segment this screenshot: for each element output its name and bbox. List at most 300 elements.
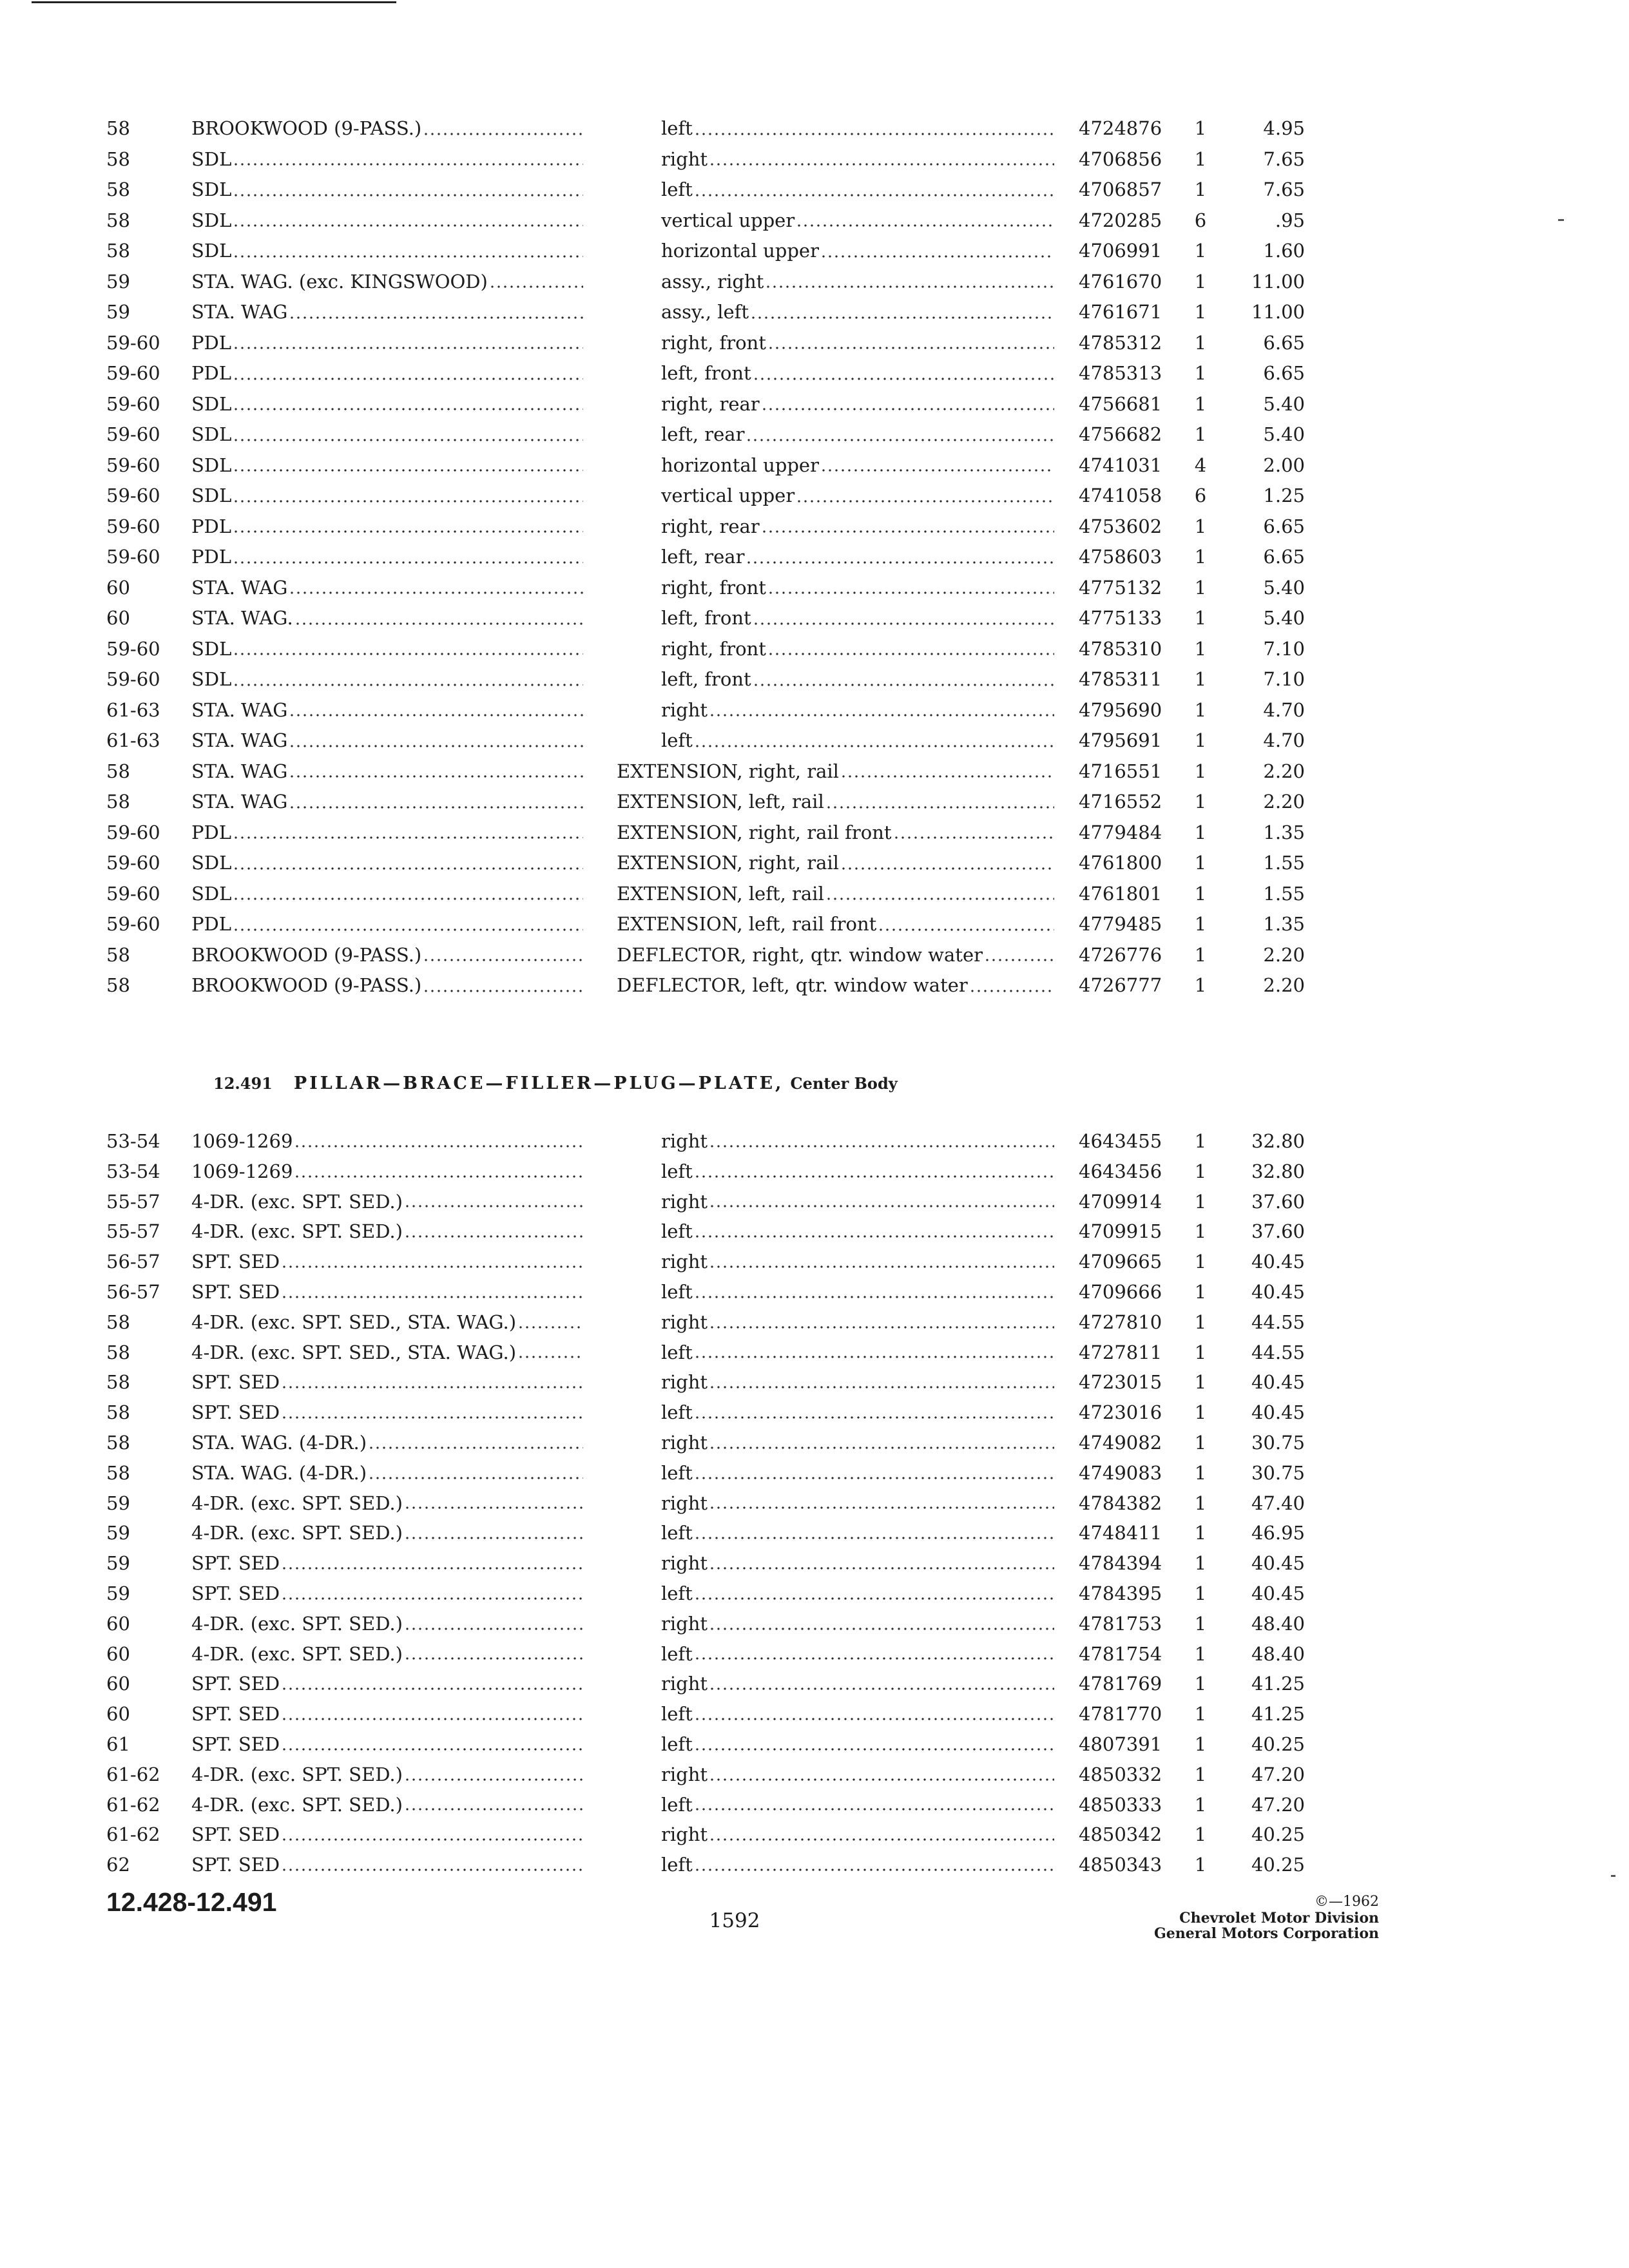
part-description: right, rear [661,515,760,537]
part-number: 4785310 [1079,637,1162,660]
body-model: STA. WAG [191,760,288,782]
price: 1.55 [1263,852,1305,874]
dot-leader [879,909,1054,940]
part-number: 4779485 [1079,913,1162,935]
dot-leader [234,144,583,175]
dot-leader [234,512,583,543]
body-model: SPT. SED [191,1823,280,1846]
model-year: 61-63 [106,698,160,721]
price: 4.70 [1263,729,1305,751]
dot-leader [769,573,1054,604]
price: 37.60 [1251,1190,1305,1213]
model-year: 58 [106,209,130,231]
body-model: SPT. SED [191,1673,280,1695]
model-year: 60 [106,1642,130,1665]
dot-leader [822,450,1054,481]
part-description: left [661,1733,693,1755]
dot-leader [747,419,1054,450]
dot-leader [234,818,583,849]
part-description: left [661,729,693,751]
quantity: 1 [1194,1673,1207,1695]
price: 11.00 [1251,301,1305,323]
model-cell [191,787,583,818]
model-cell [191,970,583,1001]
quantity: 1 [1194,515,1207,537]
model-cell [191,1216,583,1247]
quantity: 1 [1194,1461,1207,1484]
part-description: left [661,1522,693,1544]
dot-leader [234,358,583,389]
price: 1.60 [1263,240,1305,262]
price: 1.25 [1263,485,1305,506]
part-description: left [661,1401,693,1424]
part-number: 4781769 [1079,1673,1162,1695]
table-row [0,144,1629,175]
part-description: horizontal upper [661,240,819,262]
dot-leader [234,450,583,481]
price: 40.45 [1251,1280,1305,1303]
parts-table-continued [0,113,1629,1001]
part-number: 4781770 [1079,1703,1162,1725]
quantity: 1 [1194,1401,1207,1424]
description-cell [617,756,1054,787]
part-number: 4850342 [1079,1823,1162,1846]
table-row [0,1760,1629,1790]
body-model: SPT. SED [191,1251,280,1273]
part-description: left [661,1793,693,1816]
model-cell [191,1398,583,1428]
part-description: right, front [661,637,766,660]
dot-leader [710,1307,1054,1338]
body-model: PDL [191,546,232,568]
description-cell [661,450,1054,481]
description-cell [617,940,1054,971]
model-cell [191,1157,583,1187]
part-number: 4785311 [1079,668,1162,690]
model-year: 59-60 [106,852,160,874]
dot-leader [751,297,1054,328]
model-cell [191,1729,583,1760]
quantity: 1 [1194,362,1207,384]
price: 5.40 [1263,392,1305,415]
model-cell [191,236,583,267]
model-cell [191,113,583,144]
model-cell [191,1548,583,1579]
part-number: 4795691 [1079,729,1162,751]
part-description: assy., right [661,270,764,293]
model-cell [191,206,583,236]
model-year: 58 [106,943,130,966]
part-number: 4781754 [1079,1642,1162,1665]
dot-leader [405,1518,583,1548]
table-row [0,175,1629,206]
dot-leader [695,1277,1054,1307]
model-year: 61-62 [106,1793,160,1816]
price: 2.20 [1263,760,1305,782]
body-model: SPT. SED [191,1401,280,1424]
part-number: 4706991 [1079,240,1162,262]
dot-leader [695,726,1054,756]
description-cell [661,1157,1054,1187]
quantity: 1 [1194,760,1207,782]
model-year: 61 [106,1733,130,1755]
dot-leader [970,970,1054,1001]
table-row [0,450,1629,481]
body-model: SDL [191,882,232,905]
dot-leader [695,1518,1054,1548]
description-cell [661,1760,1054,1790]
model-year: 61-62 [106,1823,160,1846]
part-number: 4850343 [1079,1854,1162,1876]
model-cell [191,389,583,420]
body-model: SDL [191,423,232,445]
dot-leader [710,1609,1054,1639]
part-description: left, rear [661,423,745,445]
part-description: EXTENSION, left, rail [617,882,824,905]
price: 40.45 [1251,1552,1305,1575]
dot-leader [282,1367,583,1398]
dot-leader [405,1609,583,1639]
model-cell [191,450,583,481]
part-description: left, rear [661,546,745,568]
model-year: 59 [106,1552,130,1575]
quantity: 1 [1194,1492,1207,1514]
part-description: left [661,1854,693,1876]
model-cell [191,1760,583,1790]
body-model: STA. WAG [191,729,288,751]
price: 40.45 [1251,1371,1305,1394]
copyright-year: ©—1962 [1315,1894,1379,1910]
dot-leader [234,236,583,267]
price: 30.75 [1251,1461,1305,1484]
description-cell [661,664,1054,695]
part-number: 4753602 [1079,515,1162,537]
part-description: assy., left [661,301,749,323]
part-number: 4756681 [1079,392,1162,415]
description-cell [661,1247,1054,1277]
model-year: 58 [106,1401,130,1424]
table-row [0,1187,1629,1217]
body-model: SDL [191,148,232,170]
price: 5.40 [1263,423,1305,445]
quantity: 1 [1194,1431,1207,1454]
part-description: right [661,1371,708,1394]
body-model: STA. WAG [191,791,288,812]
part-number: 4749083 [1079,1461,1162,1484]
table-row [0,1428,1629,1458]
table-row [0,113,1629,144]
price: 40.25 [1251,1733,1305,1755]
model-year: 56-57 [106,1280,160,1303]
model-year: 58 [106,1431,130,1454]
quantity: 1 [1194,607,1207,629]
table-row [0,1579,1629,1609]
dot-leader [710,144,1054,175]
body-model: SPT. SED [191,1703,280,1725]
price: 48.40 [1251,1612,1305,1635]
price: 41.25 [1251,1673,1305,1695]
dot-leader [695,1216,1054,1247]
table-row [0,1699,1629,1729]
dot-leader [282,1669,583,1699]
part-number: 4850332 [1079,1763,1162,1785]
model-year: 53-54 [106,1160,160,1182]
quantity: 1 [1194,1280,1207,1303]
model-year: 59-60 [106,331,160,354]
body-model: 1069-1269 [191,1130,293,1152]
description-cell [661,267,1054,298]
model-cell [191,909,583,940]
model-cell [191,1790,583,1820]
dot-leader [985,940,1054,971]
dot-leader [290,695,583,726]
quantity: 1 [1194,148,1207,170]
description-cell [661,206,1054,236]
dot-leader [369,1458,583,1488]
model-cell [191,1247,583,1277]
body-model: SDL [191,392,232,415]
body-model: PDL [191,515,232,537]
quantity: 1 [1194,1311,1207,1333]
part-description: left [661,1160,693,1182]
description-cell [661,1609,1054,1639]
description-cell [661,603,1054,634]
quantity: 6 [1194,485,1207,506]
body-model: PDL [191,331,232,354]
section-number: 12.491 [213,1074,273,1093]
part-description: left [661,1461,693,1484]
model-year: 59-60 [106,668,160,690]
description-cell [661,512,1054,543]
model-cell [191,512,583,543]
price: 44.55 [1251,1341,1305,1363]
corporation-name: General Motors Corporation [1153,1925,1379,1942]
quantity: 1 [1194,821,1207,843]
dot-leader [827,787,1054,818]
body-model: STA. WAG [191,576,288,599]
table-row [0,1850,1629,1880]
description-cell [661,144,1054,175]
model-cell [191,695,583,726]
model-year: 59-60 [106,392,160,415]
footer-section-range: 12.428-12.491 [106,1887,277,1917]
price: 7.65 [1263,178,1305,200]
quantity: 1 [1194,1130,1207,1152]
description-cell [661,1699,1054,1729]
model-cell [191,1639,583,1669]
body-model: STA. WAG. [191,607,293,629]
model-cell [191,1367,583,1398]
dot-leader [490,267,583,298]
dot-leader [710,1247,1054,1277]
dot-leader [234,389,583,420]
model-year: 59-60 [106,515,160,537]
part-description: left [661,1220,693,1243]
description-cell [661,1850,1054,1880]
model-year: 58 [106,240,130,262]
quantity: 1 [1194,1341,1207,1363]
part-number: 4716551 [1079,760,1162,782]
table-row [0,1639,1629,1669]
model-year: 62 [106,1854,130,1876]
price: 40.25 [1251,1823,1305,1846]
table-row [0,1548,1629,1579]
dot-leader [282,1820,583,1850]
part-description: EXTENSION, right, rail [617,760,839,782]
body-model: STA. WAG. (exc. KINGSWOOD) [191,270,488,293]
dot-leader [695,175,1054,206]
model-cell [191,1850,583,1880]
description-cell [617,848,1054,879]
table-row [0,389,1629,420]
part-description: left, front [661,668,751,690]
model-year: 58 [106,1311,130,1333]
dot-leader [234,175,583,206]
dot-leader [234,909,583,940]
price: 1.35 [1263,913,1305,935]
table-row [0,419,1629,450]
body-model: PDL [191,821,232,843]
part-description: right [661,1823,708,1846]
part-number: 4749082 [1079,1431,1162,1454]
part-number: 4785313 [1079,362,1162,384]
body-model: STA. WAG [191,301,288,323]
top-rule [32,1,396,3]
model-cell [191,1488,583,1519]
section-subtitle: Center Body [790,1074,898,1093]
dot-leader [405,1216,583,1247]
dot-leader [290,297,583,328]
part-number: 4723016 [1079,1401,1162,1424]
part-number: 4720285 [1079,209,1162,231]
model-cell [191,1518,583,1548]
quantity: 1 [1194,1793,1207,1816]
part-number: 4807391 [1079,1733,1162,1755]
dot-leader [747,542,1054,573]
part-number: 4775133 [1079,607,1162,629]
dot-leader [695,1338,1054,1368]
description-cell [661,1548,1054,1579]
quantity: 1 [1194,1612,1207,1635]
model-year: 53-54 [106,1130,160,1152]
section-heading [213,1070,898,1098]
part-number: 4727810 [1079,1311,1162,1333]
quantity: 1 [1194,1251,1207,1273]
description-cell [661,1126,1054,1157]
model-cell [191,573,583,604]
model-year: 60 [106,607,130,629]
model-cell [191,1187,583,1217]
model-cell [191,726,583,756]
price: 7.10 [1263,668,1305,690]
model-cell [191,328,583,359]
dot-leader [282,1277,583,1307]
dot-leader [754,664,1054,695]
dot-leader [519,1307,583,1338]
table-row [0,1216,1629,1247]
table-row [0,297,1629,328]
part-description: right, rear [661,392,760,415]
table-row [0,879,1629,910]
dot-leader [290,787,583,818]
part-description: right [661,1673,708,1695]
price: 4.95 [1263,117,1305,139]
quantity: 1 [1194,1582,1207,1604]
dot-leader [710,1187,1054,1217]
part-description: left [661,1341,693,1363]
dot-leader [695,1579,1054,1609]
model-year: 59-60 [106,882,160,905]
model-year: 61-63 [106,729,160,751]
model-cell [191,144,583,175]
body-model: SDL [191,852,232,874]
table-row [0,756,1629,787]
part-description: right [661,148,708,170]
quantity: 1 [1194,1703,1207,1725]
part-number: 4643456 [1079,1160,1162,1182]
dot-leader [710,1367,1054,1398]
model-cell [191,1126,583,1157]
description-cell [661,573,1054,604]
quantity: 1 [1194,301,1207,323]
body-model: 4-DR. (exc. SPT. SED.) [191,1522,403,1544]
description-cell [661,634,1054,665]
quantity: 1 [1194,240,1207,262]
price: 32.80 [1251,1160,1305,1182]
dot-leader [710,1760,1054,1790]
model-cell [191,848,583,879]
description-cell [661,542,1054,573]
table-row [0,1398,1629,1428]
dot-leader [282,1579,583,1609]
quantity: 1 [1194,1823,1207,1846]
part-number: 4741058 [1079,485,1162,506]
dot-leader [695,1398,1054,1428]
table-row [0,542,1629,573]
description-cell [661,1729,1054,1760]
quantity: 1 [1194,668,1207,690]
dot-leader [405,1187,583,1217]
body-model: PDL [191,362,232,384]
model-year: 58 [106,1461,130,1484]
quantity: 1 [1194,729,1207,751]
part-number: 4784394 [1079,1552,1162,1575]
part-description: right [661,1251,708,1273]
model-year: 59 [106,270,130,293]
model-year: 59-60 [106,913,160,935]
dot-leader [695,1157,1054,1187]
model-year: 59-60 [106,637,160,660]
price: 30.75 [1251,1431,1305,1454]
model-year: 58 [106,178,130,200]
part-description: right [661,1552,708,1575]
part-description: right [661,1492,708,1514]
model-cell [191,1307,583,1338]
part-number: 4709915 [1079,1220,1162,1243]
dot-leader [762,389,1054,420]
table-row [0,481,1629,512]
dot-leader [827,879,1054,910]
table-row [0,358,1629,389]
model-year: 58 [106,1341,130,1363]
model-cell [191,1338,583,1368]
part-description: right [661,698,708,721]
body-model: STA. WAG [191,698,288,721]
table-row [0,328,1629,359]
quantity: 1 [1194,270,1207,293]
body-model: PDL [191,913,232,935]
dot-leader [754,603,1054,634]
